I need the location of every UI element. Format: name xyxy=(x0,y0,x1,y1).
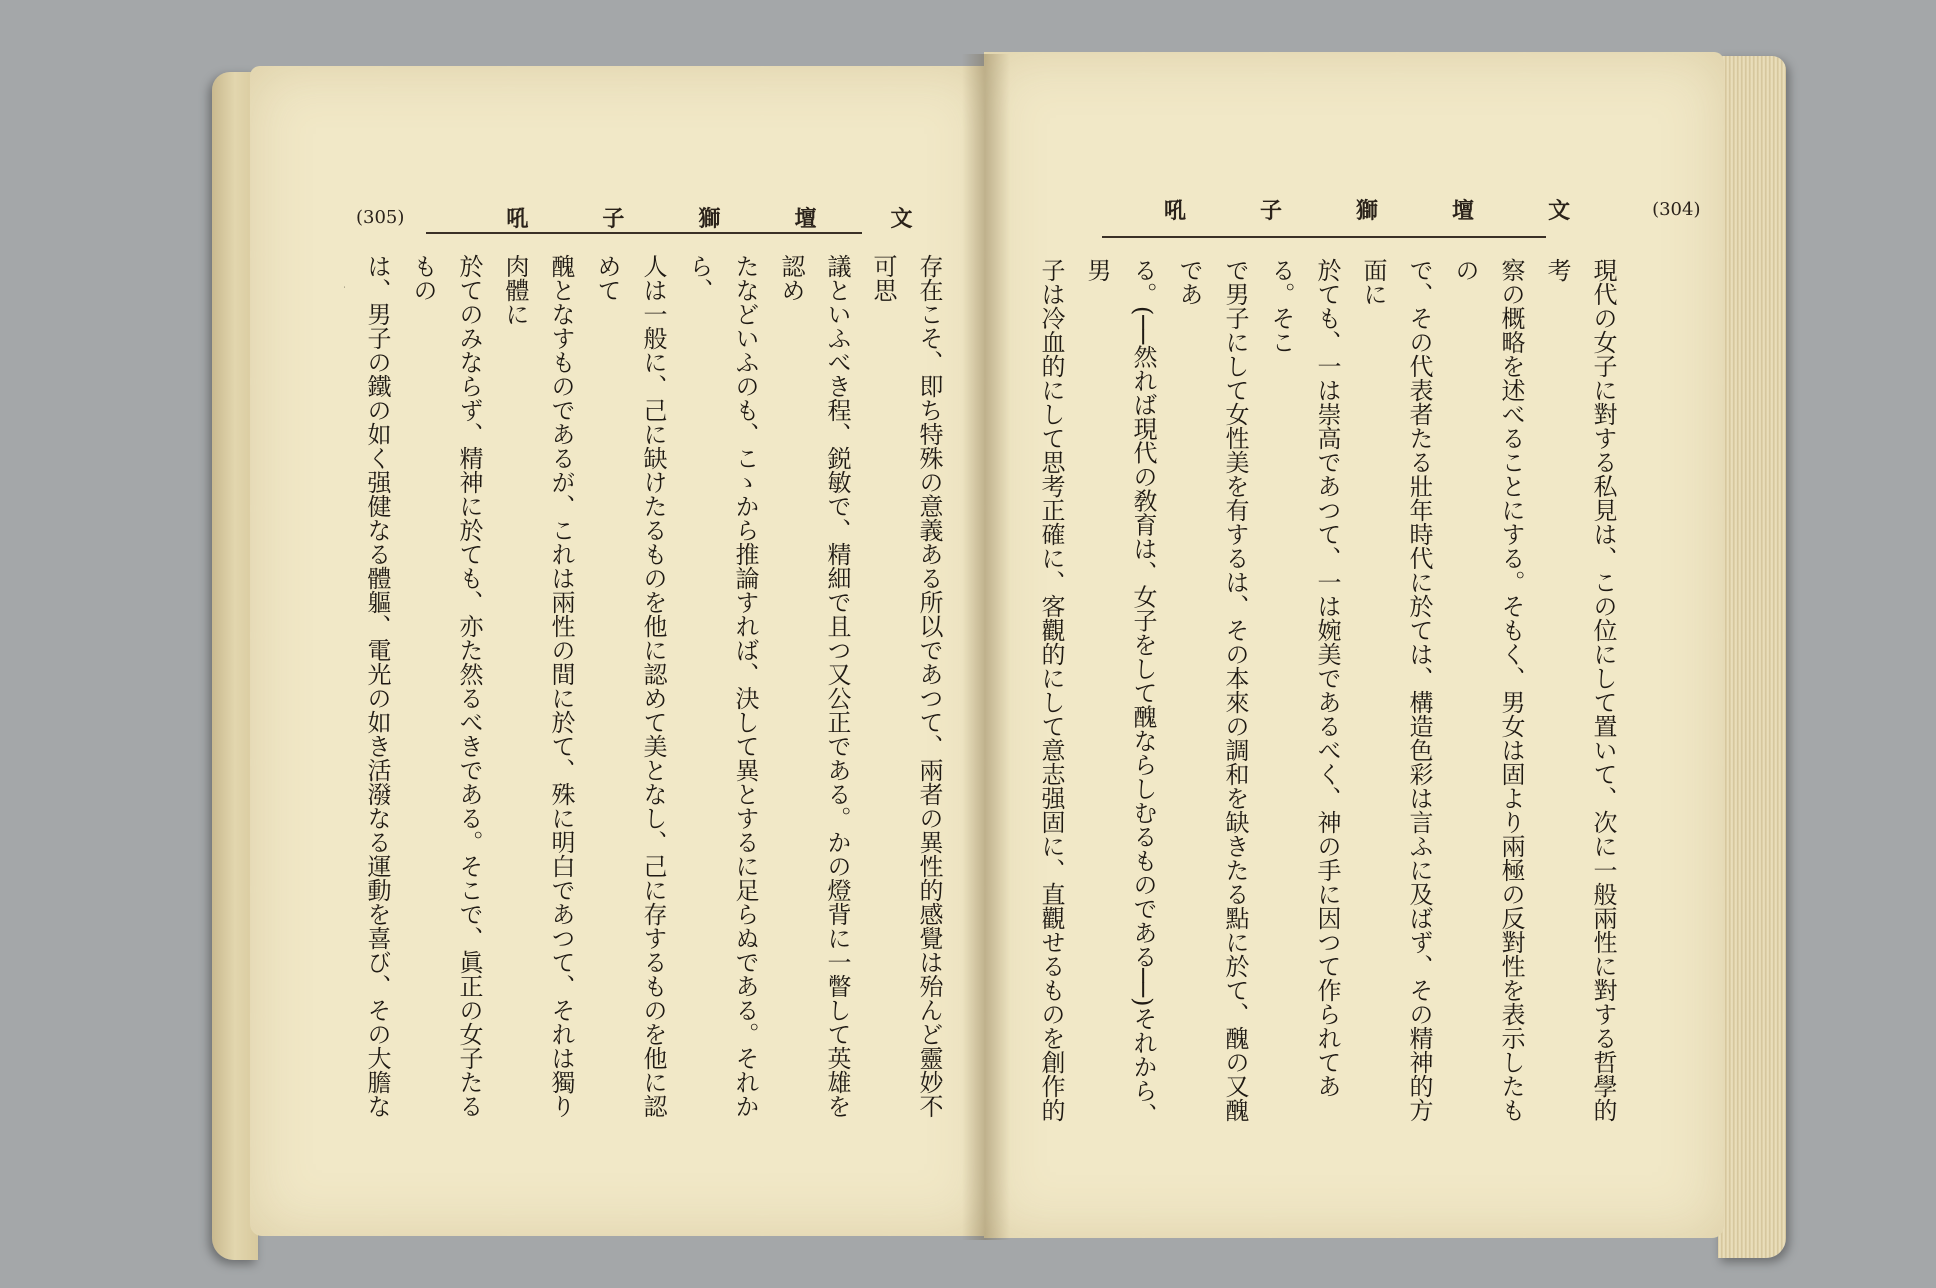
running-title-char: 壇 xyxy=(1452,197,1475,224)
right-page-edge xyxy=(1718,56,1786,1258)
right-header-rule xyxy=(1102,236,1546,238)
left-page-header xyxy=(356,202,913,232)
running-title-char: 獅 xyxy=(1356,197,1379,224)
running-title-char: 文 xyxy=(890,205,913,232)
running-title-char: 獅 xyxy=(698,205,721,232)
right-page-number: (304) xyxy=(1652,198,1701,220)
running-title-char: 子 xyxy=(1260,197,1283,224)
left-page-number: (305) xyxy=(356,206,405,228)
right-page-header xyxy=(1102,194,1701,224)
running-title-char: 吼 xyxy=(1164,197,1187,224)
text-column: 人は一般に、己に缺けたるものを他に認めて美となし、己に存するものを他に認めて xyxy=(593,254,667,1118)
text-column: 子は冷血的にして思考正確に、客觀的にして意志强固に、直觀せるものを創作的 xyxy=(1037,258,1065,1122)
text-column: 察の概略を述べることにする。そもく、男女は固より兩極の反對性を表示したもの xyxy=(1451,258,1525,1122)
text-column: 議といふべき程、鋭敏で、精細で且つ又公正である。かの燈背に一瞥して英雄を認め xyxy=(777,254,851,1118)
text-column: 醜となすものであるが、これは兩性の間に於て、殊に明白であつて、それは獨り肉體に xyxy=(501,254,575,1118)
right-running-title xyxy=(1164,194,1570,225)
book-gutter xyxy=(962,54,1010,1240)
text-column: は、男子の鐵の如く强健なる體軀、電光の如き活潑なる運動を喜び、その大膽な xyxy=(363,254,391,1118)
running-title-char: 吼 xyxy=(506,205,529,232)
text-column: 於ても、一は崇高であつて、一は婉美であるべく、神の手に因つて作られてある。そこ xyxy=(1267,258,1341,1098)
left-running-title xyxy=(506,202,912,233)
running-title-char: 子 xyxy=(602,205,625,232)
text-column: たなどいふのも、こゝから推論すれば、決して異とするに足らぬである。それから、 xyxy=(685,254,759,1118)
text-column: 現代の女子に對する私見は、この位にして置いて、次に一般兩性に對する哲學的考 xyxy=(1543,258,1617,1122)
running-title-char: 壇 xyxy=(794,205,817,232)
text-column: で男子にして女性美を有するは、その本來の調和を缺きたる點に於て、醜の又醜であ xyxy=(1175,258,1249,1122)
text-column: で、その代表者たる壯年時代に於ては、構造色彩は言ふに及ばず、その精神的方面に xyxy=(1359,258,1433,1122)
text-column: 於てのみならず、精神に於ても、亦た然るべきである。そこで、眞正の女子たるもの xyxy=(409,254,483,1118)
text-column: る。(──然れば現代の敎育は、女子をして醜ならしむるものである──)それから、男 xyxy=(1083,258,1157,1127)
left-header-rule xyxy=(426,232,862,234)
left-page-body-text xyxy=(344,254,952,1134)
text-column: 存在こそ、即ち特殊の意義ある所以であつて、兩者の異性的感覺は殆んど靈妙不可思 xyxy=(869,254,943,1118)
running-title-char: 文 xyxy=(1548,197,1571,224)
right-page-body-text xyxy=(1026,258,1626,1128)
